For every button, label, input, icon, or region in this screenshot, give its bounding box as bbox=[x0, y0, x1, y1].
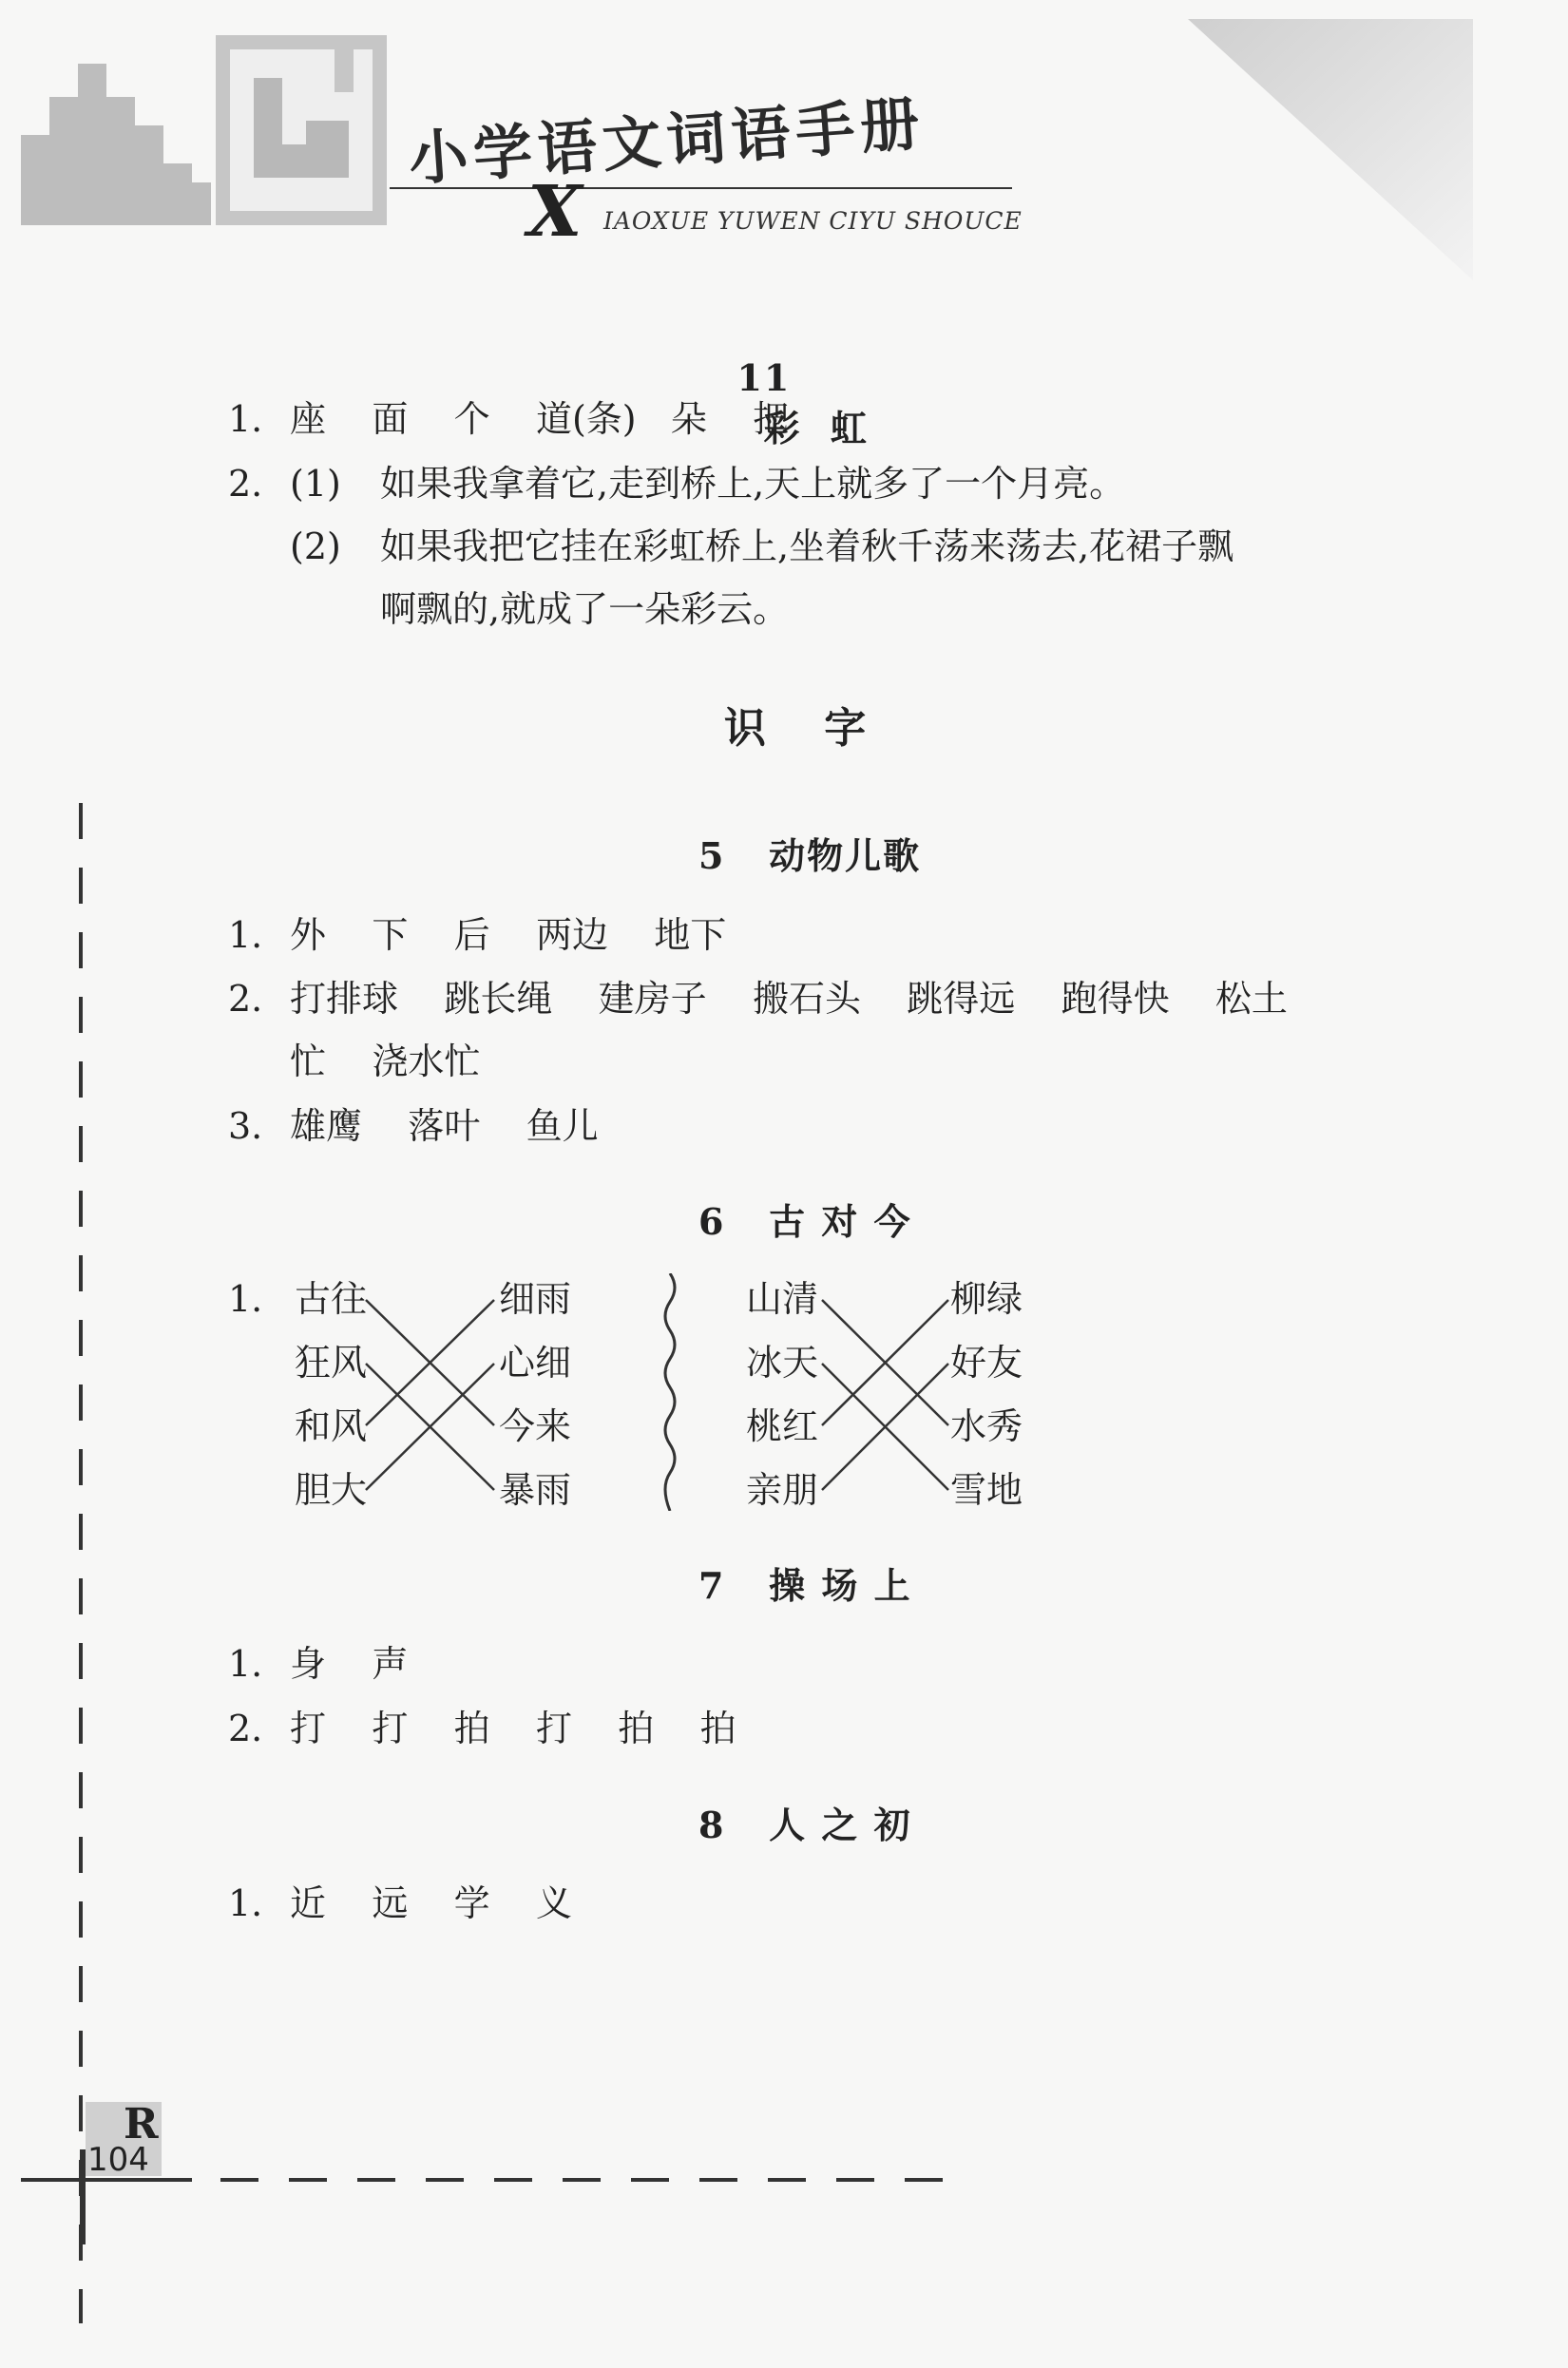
match-left-item-2: 亲朋 bbox=[746, 1469, 819, 1511]
match-right-item: 细雨 bbox=[499, 1278, 572, 1320]
match-left-item: 和风 bbox=[295, 1405, 368, 1447]
bottom-dashed-line bbox=[21, 2178, 952, 2182]
section-title-shizi: 识 字 bbox=[724, 704, 867, 753]
lesson8-title: 8 人 之 初 bbox=[698, 1804, 912, 1846]
lesson7-q1-number: 1. bbox=[228, 1643, 263, 1685]
match-left-item-2: 山清 bbox=[746, 1278, 819, 1320]
lesson5-title: 5 动物儿歌 bbox=[698, 834, 922, 877]
match-right-item: 暴雨 bbox=[499, 1469, 572, 1511]
match-left-item: 狂风 bbox=[295, 1342, 368, 1384]
lesson11-q2-number: 2. bbox=[228, 463, 263, 505]
header-rule bbox=[390, 187, 1012, 189]
title-initial-letter: X bbox=[527, 171, 583, 253]
matching-lines-group2 bbox=[817, 1283, 955, 1511]
lesson11-q2-part2-answer-line2: 啊飘的,就成了一朵彩云。 bbox=[380, 588, 790, 630]
lesson8-q1-number: 1. bbox=[228, 1882, 263, 1924]
lesson6-title: 6 古 对 今 bbox=[698, 1200, 912, 1243]
lesson11-q2-part1-answer: 如果我拿着它,走到桥上,天上就多了一个月亮。 bbox=[380, 463, 1126, 505]
lesson5-q3-answer: 雄鹰 落叶 鱼儿 bbox=[290, 1105, 599, 1147]
lesson11-q2-part1-label: (1) bbox=[290, 463, 341, 505]
match-left-item: 古往 bbox=[295, 1278, 368, 1320]
header-stairs-decoration bbox=[21, 21, 392, 225]
divider-wavy-line bbox=[656, 1273, 684, 1511]
lesson5-q2-answer-line1: 打排球 跳长绳 建房子 搬石头 跳得远 跑得快 松土 bbox=[290, 978, 1288, 1020]
lesson7-q1-answer: 身 声 bbox=[290, 1643, 409, 1685]
lesson5-q1-answer: 外 下 后 两边 地下 bbox=[290, 914, 727, 956]
page-number: 104 bbox=[87, 2141, 149, 2179]
page-corner-mark bbox=[80, 2149, 86, 2244]
match-left-item: 胆大 bbox=[295, 1469, 368, 1511]
lesson7-title: 7 操 场 上 bbox=[698, 1564, 912, 1607]
lesson5-q1-number: 1. bbox=[228, 914, 263, 956]
match-right-item: 心细 bbox=[499, 1342, 572, 1384]
match-right-item-2: 好友 bbox=[950, 1342, 1023, 1384]
lesson11-q1-number: 1. bbox=[228, 398, 263, 440]
lesson7-q2-number: 2. bbox=[228, 1708, 263, 1749]
match-right-item-2: 雪地 bbox=[950, 1469, 1023, 1511]
match-left-item-2: 桃红 bbox=[746, 1405, 819, 1447]
lesson11-q1-answer: 座 面 个 道(条) 朵 把 bbox=[290, 398, 790, 440]
matching-lines-group1 bbox=[361, 1283, 504, 1511]
lesson5-q2-answer-line2: 忙 浇水忙 bbox=[290, 1041, 481, 1082]
lesson5-q2-number: 2. bbox=[228, 978, 263, 1020]
lesson11-q2-part2-label: (2) bbox=[290, 525, 341, 567]
match-left-item-2: 冰天 bbox=[746, 1342, 819, 1384]
lesson11-q2-part2-answer-line1: 如果我把它挂在彩虹桥上,坐着秋千荡来荡去,花裙子飘 bbox=[380, 525, 1234, 567]
lesson7-q2-answer: 打 打 拍 打 拍 拍 bbox=[290, 1708, 736, 1749]
header-corner-decoration bbox=[1188, 19, 1473, 280]
lesson11-title: 彩 虹 bbox=[763, 407, 869, 449]
book-title: 小学语文词语手册 bbox=[406, 88, 927, 194]
lesson6-q1-number: 1. bbox=[228, 1278, 263, 1320]
left-dashed-margin-line bbox=[79, 803, 83, 2323]
match-right-item: 今来 bbox=[499, 1405, 572, 1447]
lesson5-q3-number: 3. bbox=[228, 1105, 263, 1147]
edition-letter: R bbox=[124, 2100, 159, 2148]
match-right-item-2: 柳绿 bbox=[950, 1278, 1023, 1320]
lesson11-number: 11 bbox=[736, 356, 792, 399]
lesson8-q1-answer: 近 远 学 义 bbox=[290, 1882, 572, 1924]
match-right-item-2: 水秀 bbox=[950, 1405, 1023, 1447]
title-pinyin: IAOXUE YUWEN CIYU SHOUCE bbox=[603, 207, 1023, 235]
